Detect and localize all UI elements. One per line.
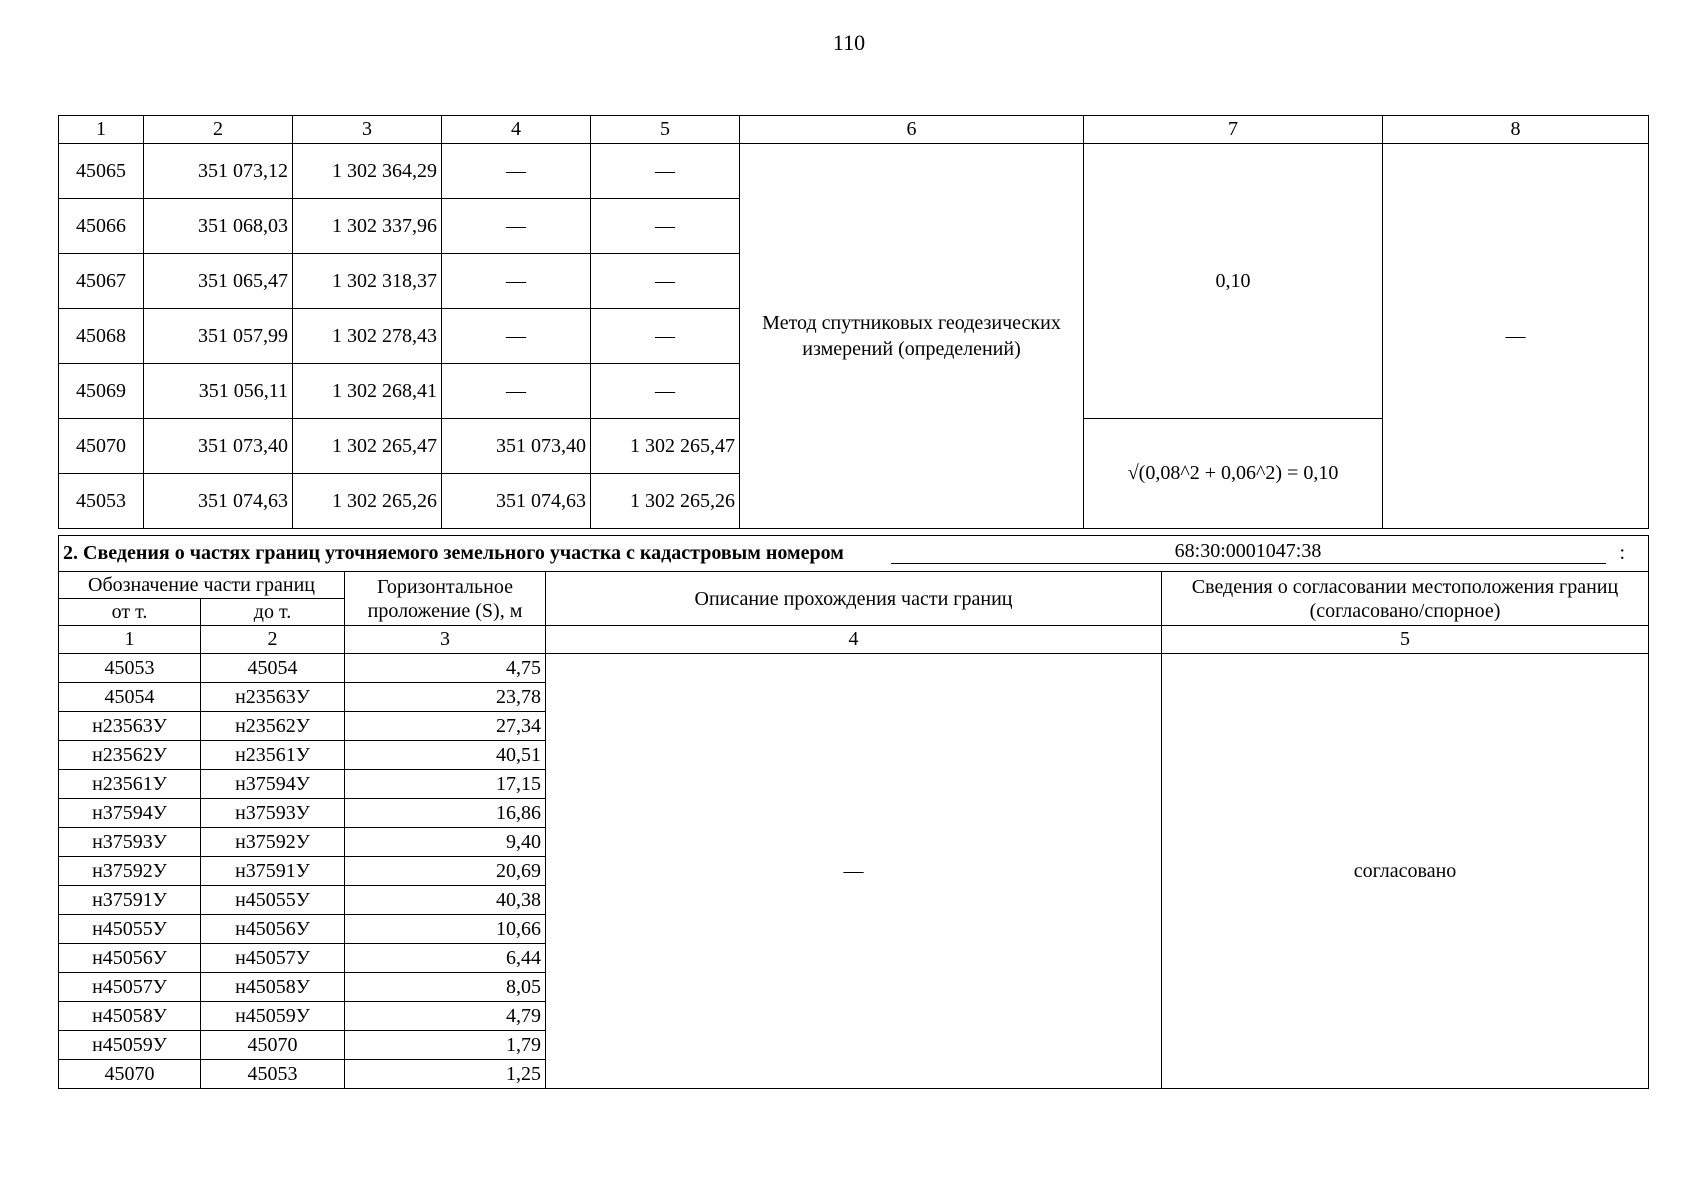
from-point: н45057У bbox=[59, 973, 201, 1002]
from-point: н23563У bbox=[59, 712, 201, 741]
prev-x: 351 074,63 bbox=[442, 474, 591, 529]
coord-y: 1 302 278,43 bbox=[293, 309, 442, 364]
to-point: н37594У bbox=[201, 770, 345, 799]
col-number: 4 bbox=[546, 626, 1162, 654]
coord-x: 351 056,11 bbox=[144, 364, 293, 419]
col-number: 2 bbox=[201, 626, 345, 654]
col-header: 6 bbox=[740, 116, 1084, 144]
horizontal-distance: 10,66 bbox=[345, 915, 546, 944]
from-point: н45056У bbox=[59, 944, 201, 973]
prev-y: 1 302 265,26 bbox=[591, 474, 740, 529]
point-id: 45070 bbox=[59, 419, 144, 474]
from-point: н45055У bbox=[59, 915, 201, 944]
col-header: 2 bbox=[144, 116, 293, 144]
to-point: н23562У bbox=[201, 712, 345, 741]
coord-y: 1 302 265,47 bbox=[293, 419, 442, 474]
col-header: 1 bbox=[59, 116, 144, 144]
agreement-value: согласовано bbox=[1162, 654, 1649, 1089]
point-id: 45067 bbox=[59, 254, 144, 309]
cadastral-number: 68:30:0001047:38 bbox=[891, 539, 1606, 564]
to-point: н45055У bbox=[201, 886, 345, 915]
accuracy-formula: √(0,08^2 + 0,06^2) = 0,10 bbox=[1084, 419, 1383, 529]
col-number: 1 bbox=[59, 626, 201, 654]
coord-x: 351 073,12 bbox=[144, 144, 293, 199]
to-point: н45056У bbox=[201, 915, 345, 944]
table-row bbox=[59, 654, 1649, 683]
prev-y: — bbox=[591, 309, 740, 364]
to-point: н37592У bbox=[201, 828, 345, 857]
coord-x: 351 074,63 bbox=[144, 474, 293, 529]
horizontal-distance: 17,15 bbox=[345, 770, 546, 799]
from-point: н37593У bbox=[59, 828, 201, 857]
prev-y: — bbox=[591, 199, 740, 254]
to-point: н37591У bbox=[201, 857, 345, 886]
page-number: 110 bbox=[832, 30, 866, 55]
horizontal-distance: 23,78 bbox=[345, 683, 546, 712]
col-header: 3 bbox=[293, 116, 442, 144]
from-point: н45058У bbox=[59, 1002, 201, 1031]
from-point: н37592У bbox=[59, 857, 201, 886]
point-id: 45069 bbox=[59, 364, 144, 419]
cadastral-number-cell bbox=[859, 536, 1620, 572]
coord-y: 1 302 268,41 bbox=[293, 364, 442, 419]
from-point: н23561У bbox=[59, 770, 201, 799]
col8-value: — bbox=[1383, 144, 1649, 529]
section-title: 2. Сведения о частях границ уточняемого земельного участка с кадастровым номером bbox=[59, 536, 859, 572]
coord-y: 1 302 318,37 bbox=[293, 254, 442, 309]
to-point: 45053 bbox=[201, 1060, 345, 1089]
point-id: 45053 bbox=[59, 474, 144, 529]
horizontal-distance: 1,79 bbox=[345, 1031, 546, 1060]
from-point: н45059У bbox=[59, 1031, 201, 1060]
point-id: 45066 bbox=[59, 199, 144, 254]
horizontal-distance: 6,44 bbox=[345, 944, 546, 973]
point-id: 45068 bbox=[59, 309, 144, 364]
to-point: н23561У bbox=[201, 741, 345, 770]
agreement-header: Сведения о согласовании местоположения границ (согласовано/спорное) bbox=[1162, 572, 1649, 626]
horizontal-distance: 8,05 bbox=[345, 973, 546, 1002]
prev-x: — bbox=[442, 144, 591, 199]
col-number-row bbox=[59, 626, 1649, 654]
to-point: н45059У bbox=[201, 1002, 345, 1031]
from-point: 45070 bbox=[59, 1060, 201, 1089]
coord-x: 351 068,03 bbox=[144, 199, 293, 254]
table-row bbox=[59, 144, 1649, 199]
header-row bbox=[59, 572, 1649, 599]
point-id: 45065 bbox=[59, 144, 144, 199]
from-point: н23562У bbox=[59, 741, 201, 770]
to-point: н23563У bbox=[201, 683, 345, 712]
col-header: 5 bbox=[591, 116, 740, 144]
horizontal-distance: 1,25 bbox=[345, 1060, 546, 1089]
horizontal-distance: 9,40 bbox=[345, 828, 546, 857]
to-point: 45070 bbox=[201, 1031, 345, 1060]
description-header: Описание прохождения части границ bbox=[546, 572, 1162, 626]
accuracy-main: 0,10 bbox=[1084, 144, 1383, 419]
from-point: н37594У bbox=[59, 799, 201, 828]
to-point: 45054 bbox=[201, 654, 345, 683]
coord-y: 1 302 265,26 bbox=[293, 474, 442, 529]
from-point: 45053 bbox=[59, 654, 201, 683]
to-header: до т. bbox=[201, 599, 345, 626]
part-designation-header: Обозначение части границ bbox=[59, 572, 345, 599]
prev-x: — bbox=[442, 309, 591, 364]
section-title-row bbox=[59, 536, 1649, 572]
header-row bbox=[59, 116, 1649, 144]
coord-x: 351 065,47 bbox=[144, 254, 293, 309]
colon-mark: : bbox=[1620, 536, 1649, 572]
boundary-parts-table bbox=[58, 535, 1649, 1089]
to-point: н37593У bbox=[201, 799, 345, 828]
from-point: н37591У bbox=[59, 886, 201, 915]
from-point: 45054 bbox=[59, 683, 201, 712]
horizontal-distance: 4,79 bbox=[345, 1002, 546, 1031]
method-cell: Метод спутниковых геодезических измерений (определений) bbox=[740, 144, 1084, 529]
prev-y: — bbox=[591, 254, 740, 309]
from-header: от т. bbox=[59, 599, 201, 626]
horizontal-header: Горизонтальное проложение (S), м bbox=[345, 572, 546, 626]
prev-x: — bbox=[442, 254, 591, 309]
col-number: 3 bbox=[345, 626, 546, 654]
coord-y: 1 302 337,96 bbox=[293, 199, 442, 254]
coord-x: 351 073,40 bbox=[144, 419, 293, 474]
to-point: н45057У bbox=[201, 944, 345, 973]
horizontal-distance: 27,34 bbox=[345, 712, 546, 741]
coordinates-table bbox=[58, 115, 1649, 529]
coord-x: 351 057,99 bbox=[144, 309, 293, 364]
prev-y: — bbox=[591, 144, 740, 199]
prev-x: 351 073,40 bbox=[442, 419, 591, 474]
horizontal-distance: 40,38 bbox=[345, 886, 546, 915]
horizontal-distance: 16,86 bbox=[345, 799, 546, 828]
to-point: н45058У bbox=[201, 973, 345, 1002]
prev-x: — bbox=[442, 364, 591, 419]
col-header: 7 bbox=[1084, 116, 1383, 144]
coord-y: 1 302 364,29 bbox=[293, 144, 442, 199]
col-number: 5 bbox=[1162, 626, 1649, 654]
horizontal-distance: 40,51 bbox=[345, 741, 546, 770]
horizontal-distance: 4,75 bbox=[345, 654, 546, 683]
horizontal-distance: 20,69 bbox=[345, 857, 546, 886]
prev-y: 1 302 265,47 bbox=[591, 419, 740, 474]
prev-y: — bbox=[591, 364, 740, 419]
col-header: 4 bbox=[442, 116, 591, 144]
prev-x: — bbox=[442, 199, 591, 254]
description-value: — bbox=[546, 654, 1162, 1089]
col-header: 8 bbox=[1383, 116, 1649, 144]
